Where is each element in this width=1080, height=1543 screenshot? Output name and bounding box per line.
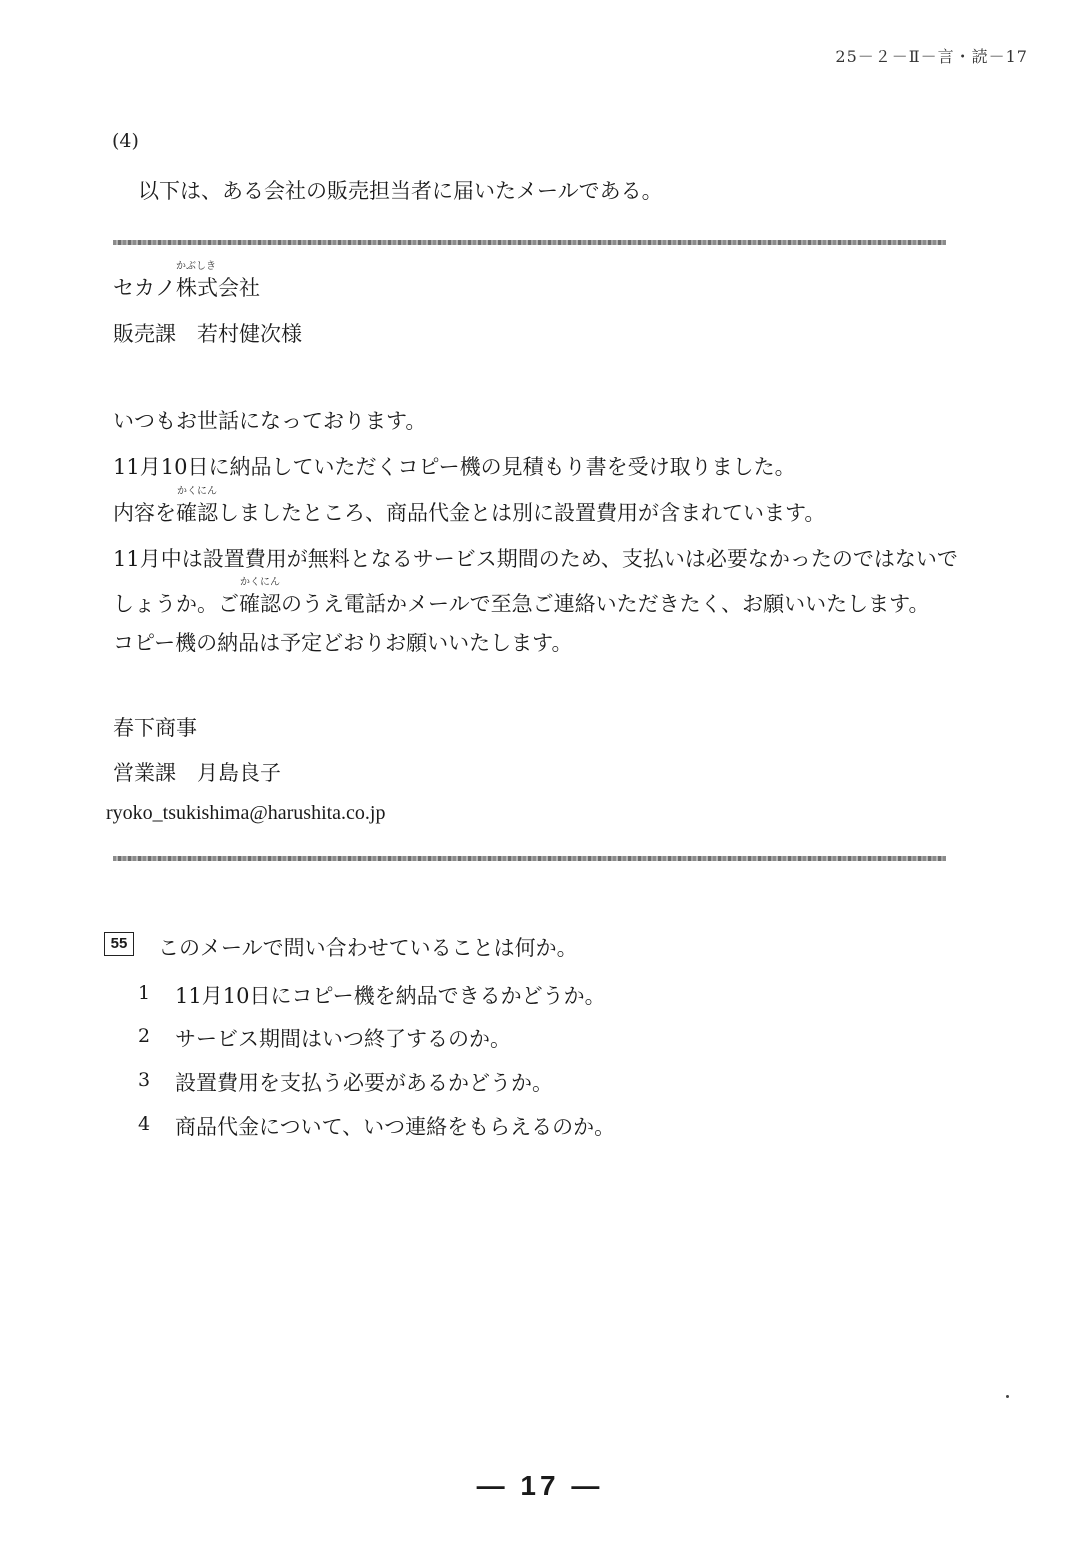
sender-company: 春下商事 <box>113 716 197 740</box>
sender-person: 営業課 月島良子 <box>113 761 281 785</box>
question-text: このメールで問い合わせていることは何か。 <box>158 936 578 960</box>
option-number: 1 <box>138 982 151 1004</box>
page-number: — 17 — <box>476 1470 604 1501</box>
email-greeting: いつもお世話になっております。 <box>113 409 427 433</box>
sender-email: ryoko_tsukishima@harushita.co.jp <box>106 802 386 824</box>
email-bottom-divider <box>113 856 946 861</box>
email-line-5: しょうか。ご確認 かくにん のうえ電話かメールで至急ご連絡いただきたく、お願いいたします。 <box>113 588 929 618</box>
option-text: 商品代金について、いつ連絡をもらえるのか。 <box>175 1115 616 1139</box>
section-intro: 以下は、ある会社の販売担当者に届いたメールである。 <box>138 179 663 203</box>
option-number: 4 <box>138 1113 151 1135</box>
option-text: 設置費用を支払う必要があるかどうか。 <box>175 1071 553 1095</box>
recipient-company: セカノ株 かぶしき 式会社 <box>113 272 260 302</box>
option-text: 11月10日にコピー機を納品できるかどうか。 <box>175 984 606 1008</box>
option-number: 3 <box>138 1069 151 1091</box>
page-code: 25－２－Ⅱ－言・読－17 <box>835 47 1028 66</box>
option-number: 2 <box>138 1025 151 1047</box>
option-text: サービス期間はいつ終了するのか。 <box>175 1027 511 1051</box>
ruby-kabushiki: かぶしき <box>176 261 216 272</box>
email-top-divider <box>113 240 946 245</box>
email-line-3: 内容を確認 かくにん しましたところ、商品代金とは別に設置費用が含まれています。 <box>113 497 825 527</box>
ruby-kakunin-2: かくにん <box>240 577 280 588</box>
question-number-box: 55 <box>104 932 134 956</box>
ruby-kakunin: かくにん <box>177 486 217 497</box>
email-line-2: 11月10日に納品していただくコピー機の見積もり書を受け取りました。 <box>113 455 796 479</box>
recipient-person: 販売課 若村健次様 <box>113 322 302 346</box>
scan-speck <box>1006 1395 1009 1398</box>
email-line-6: コピー機の納品は予定どおりお願いいたします。 <box>113 631 573 655</box>
section-number: (4) <box>112 130 139 152</box>
email-line-4: 11月中は設置費用が無料となるサービス期間のため、支払いは必要なかったのではないで <box>113 547 958 571</box>
